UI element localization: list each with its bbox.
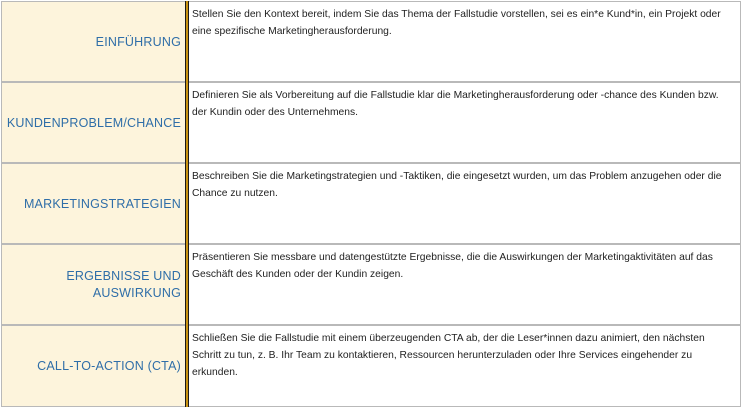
row-label-customer-problem: KUNDENPROBLEM/CHANCE bbox=[1, 82, 185, 163]
row-description-customer-problem: Definieren Sie als Vorbereitung auf die Fallstudie klar die Marketingherausforderung oder -chance des Kunden bzw. der Kundin oder des Unternehmens. bbox=[189, 82, 741, 163]
row-description-call-to-action: Schließen Sie die Fallstudie mit einem überzeugenden CTA ab, der die Leser*innen dazu animiert, den nächsten Schritt zu tun, z. B. Ihr Team zu kontaktieren, Ressourcen herunterzuladen oder Ihre Services eingehender zu erkunden. bbox=[189, 325, 741, 407]
case-study-outline-table bbox=[1, 1, 741, 407]
row-label-marketing-strategies: MARKETINGSTRATEGIEN bbox=[1, 163, 185, 244]
row-description-results-impact: Präsentieren Sie messbare und datengestützte Ergebnisse, die die Auswirkungen der Marketingaktivitäten auf das Geschäft des Kunden oder der Kundin zeigen. bbox=[189, 244, 741, 325]
row-description-marketing-strategies: Beschreiben Sie die Marketingstrategien und -Taktiken, die eingesetzt wurden, um das Problem anzugehen oder die Chance zu nutzen. bbox=[189, 163, 741, 244]
row-label-introduction: EINFÜHRUNG bbox=[1, 1, 185, 82]
row-label-call-to-action: CALL-TO-ACTION (CTA) bbox=[1, 325, 185, 407]
row-description-introduction: Stellen Sie den Kontext bereit, indem Sie das Thema der Fallstudie vorstellen, sei es ein*e Kund*in, ein Projekt oder eine spezifische Marketingherausforderung. bbox=[189, 1, 741, 82]
row-label-results-impact: ERGEBNISSE UND AUSWIRKUNG bbox=[1, 244, 185, 325]
